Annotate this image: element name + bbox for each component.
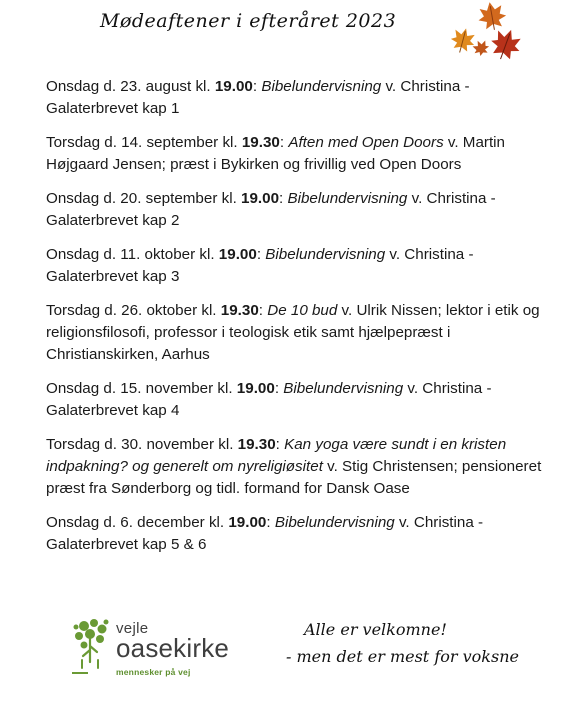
- tree-people-icon: [70, 616, 114, 676]
- event-item: Torsdag d. 26. oktober kl. 19.30: De 10 bud v. Ulrik Nissen; lektor i etik og religionsfilosofi, professor i teologisk etik samt hjælpepræst i Christianskirken, Aarhus: [46, 302, 540, 363]
- logo-text-vejle: vejle: [116, 620, 149, 637]
- event-item: Onsdag d. 11. oktober kl. 19.00: Bibelundervisning v. Christina - Galaterbrevet kap 3: [46, 246, 474, 285]
- page-title: Mødeaftener i efteråret 2023: [100, 10, 397, 32]
- event-item: Onsdag d. 15. november kl. 19.00: Bibelundervisning v. Christina - Galaterbrevet kap 4: [46, 380, 492, 419]
- welcome-line-2: - men det er mest for voksne: [286, 647, 519, 666]
- event-item: Onsdag d. 6. december kl. 19.00: Bibelundervisning v. Christina - Galaterbrevet kap 5 & 6: [46, 514, 484, 553]
- event-item: Torsdag d. 30. november kl. 19.30: Kan yoga være sundt i en kristen indpakning? og generelt om nyreligiøsitet v. Stig Christensen; pensioneret præst fra Sønderborg og tidl. formand for Dansk Oase: [46, 436, 542, 497]
- event-list: [46, 76, 546, 568]
- church-logo: [70, 616, 270, 686]
- welcome-message: [286, 616, 519, 670]
- welcome-line-1: Alle er velkomne!: [304, 620, 447, 639]
- autumn-leaves-icon: [448, 0, 528, 66]
- logo-tagline: mennesker på vej: [116, 667, 191, 677]
- logo-text-oasekirke: oasekirke: [116, 633, 230, 663]
- event-item: Onsdag d. 23. august kl. 19.00: Bibelundervisning v. Christina - Galaterbrevet kap 1: [46, 78, 470, 117]
- event-item: Torsdag d. 14. september kl. 19.30: Aften med Open Doors v. Martin Højgaard Jensen; præst i Bykirken og frivillig ved Open Doors: [46, 134, 505, 173]
- event-item: Onsdag d. 20. september kl. 19.00: Bibelundervisning v. Christina - Galaterbrevet kap 2: [46, 190, 496, 229]
